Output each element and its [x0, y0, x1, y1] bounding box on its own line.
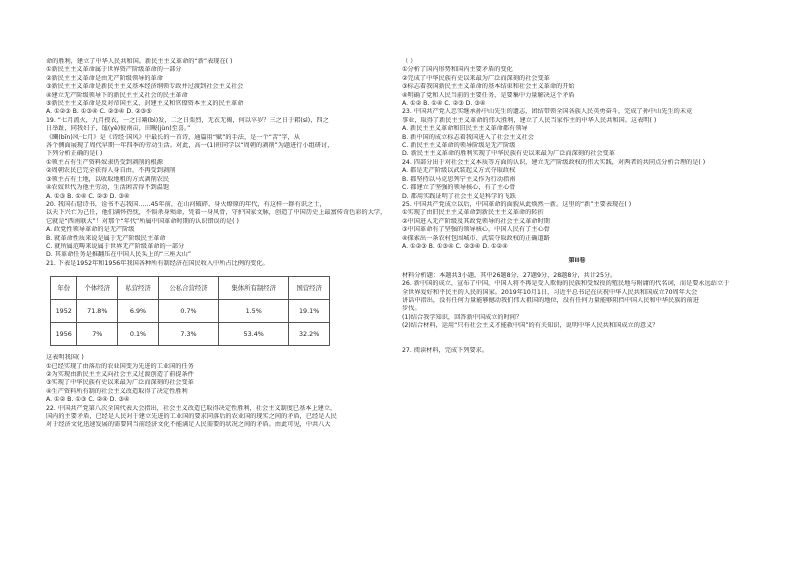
text-line: 《豳(bīn)风·七月》是《诗经·国风》中最长的一首诗，通篇用“赋”的手法，是一个“苦”字，从	[46, 133, 300, 141]
text-line: A. ①③ B. ①④ C. ②③ D. ③④	[46, 192, 130, 200]
table-row	[51, 300, 330, 323]
text-line: B. 都坚持以马克思列宁主义作为行动指南	[402, 175, 516, 183]
text-line: B. 就革命性质来说是属于无产阶级民主革命	[46, 234, 166, 242]
text-line: ①实现了由旧民主主义革命到新民主主义革命的转折	[402, 209, 544, 217]
text-line: (2)结合材料，运用“只有社会主义才能救中国”的有关知识，说明中华人民共和国成立的意义？	[402, 322, 659, 330]
text-line: 全世界爱好和平民主的人民的国家。2019年10月1日，习近平总书记在庆祝中华人民共和国成立70周年大会	[402, 288, 698, 296]
table-header-cell: 集体所有制经济	[219, 277, 289, 300]
text-line: A. ①② B. ①③ C. ②④ D. ③④	[46, 396, 130, 404]
left-column	[46, 58, 398, 430]
text-line: ③标志着我国新民主主义革命的基本结束和社会主义革命的开始	[402, 83, 575, 91]
text-line: 对于经济文化迅速发展的需要同当前经济文化不能满足人民需要的状况之间的矛盾。由此可见，中共八大	[46, 421, 331, 429]
text-line: ②新民主主义革命是由无产阶级领导的革命	[46, 74, 163, 82]
right-top-text	[402, 58, 752, 251]
text-line: ④农奴世代为他主劳动，生活困苦得不到温饱	[46, 184, 170, 192]
table-cell: 71.8%	[77, 300, 118, 323]
left-top-text	[46, 58, 398, 268]
table-cell: 6.9%	[118, 300, 159, 323]
text-line: 讲话中指出，没有任何力量能够撼动我们伟大祖国的地位，没有任何力量能够阻挡中国人民和中华民族的前进	[402, 296, 699, 304]
text-line: 19. “七月流火，九月授衣，一之日觱(bì)发，二之日栗烈，无衣无褐，何以卒岁？三之日于耜(sì)，四之	[46, 116, 329, 124]
text-line: ①新民主主义革命属于世界资产阶级革命的一部分	[46, 66, 182, 74]
text-line: B. 新中国的成立标志着我国进入了社会主义社会	[402, 133, 534, 141]
text-line: A. 新民主主义革命和旧民主主义革命都有领导	[402, 125, 528, 133]
text-line: ④明确了党和人民当前的主要任务，是要集中力量解决这个矛盾	[402, 91, 575, 99]
text-line: 26. 新中国的成立，宣布了中国，中国人将不再是受人欺侮的民族和受奴役的殖民地与附庸的代名词，而是要永远站立于	[402, 280, 730, 288]
table-cell: 19.1%	[289, 300, 330, 323]
text-line: 这表明我国( )	[46, 354, 84, 362]
text-line: 各个侧面展现了周代早期一年四季的劳动生活。对此，高一(1)班同学以“周朝的剥削”为题进行小组研讨，	[46, 142, 334, 150]
text-line: ③领主占有土地，以收取地租的方式剥削农民	[46, 175, 170, 183]
right-mid-text	[402, 272, 752, 331]
text-line: ①领主占有生产资料奴隶仍受到剥削的根源	[46, 158, 163, 166]
text-line: ④建立无产阶级领导下的新民主主义社会的民主革命	[46, 91, 188, 99]
table-header-row	[51, 277, 330, 300]
text-line: A. ①② B. ①④ C. ②③ D. ③④	[402, 100, 486, 108]
text-line: ①分析了国内形势和国内主要矛盾的变化	[402, 66, 513, 74]
text-line: 步伐。	[402, 305, 421, 313]
text-line: 国内的主要矛盾，已经是人民对于建立先进的工业国的要求同落后的农业国的现实之间的矛盾，已经是人民	[46, 413, 337, 420]
table-header-cell: 国营经济	[289, 277, 330, 300]
section-title: 第II卷	[568, 257, 586, 265]
text-line: D. 新民主主义革命的胜利实现了中华民族有史以来最为广泛而深刻的社会变革	[402, 150, 615, 158]
text-line: D. 其革命任务是推翻压在中国人民头上的“三座大山”	[46, 251, 192, 259]
table-header-cell: 私营经济	[118, 277, 159, 300]
text-line: 25. 中国共产党成立以后，中国革命的面貌从此焕然一新。这里的“新”主要表现在( )	[402, 200, 632, 208]
text-line: 材料分析题：本题共3小题，其中26题8分，27题9分，28题8分，共计25分。	[402, 271, 617, 279]
left-bottom-text	[46, 354, 398, 430]
text-line: (1)结合我学知识，回答新中国成立的时间？	[402, 313, 523, 321]
table-cell: 0.7%	[158, 300, 218, 323]
text-line: ③新民主主义革命是新民主主义基本经济纲领专政并过渡到社会主义社会	[46, 83, 244, 91]
text-line: A. ①②③ B. ①③④ C. ②③④ D. ①②④	[402, 242, 508, 250]
table-header-cell: 个体经济	[77, 277, 118, 300]
table-header-cell: 公私合营经济	[158, 277, 218, 300]
text-line: D. 都用实践证明了社会主义是科学的飞跃	[402, 192, 516, 200]
text-line: ⑤新民主主义革命是反对帝国主义、封建主义和官僚资本主义的民主革命	[46, 100, 244, 108]
text-line: 24. 四部分出于对社会主义本质等方面的认识，建立无产阶级政权的伟大实践，对两者的共同点分析合理的是( )	[402, 158, 706, 166]
text-line: 20. 我国石窟诗书，诠书不志我国……45年前，在山河破碎、身火燎原的年代，有这样一群有识之士，	[46, 200, 326, 208]
right-column	[402, 58, 752, 355]
text-line: C. 都建立了坚强的领导核心，有了主心骨	[402, 184, 516, 192]
text-line: 下列分析正确的是( )	[46, 150, 103, 158]
table-cell: 1956	[51, 323, 77, 346]
text-line: ③中国革命有了坚强的领导核心，中国人民有了主心骨	[402, 226, 550, 234]
text-line: 22. 中国共产党第八次全国代表大会指出，社会主义改造已取得决定性胜利，社会主义制度已基本上建立，	[46, 404, 337, 412]
text-line: ④探索出一条农村包围城市、武装夺取政权的正确道路	[402, 234, 550, 242]
text-line: ②周朝农民已完全获得人身自由，不再受到剥削	[46, 167, 176, 175]
text-line: ①已经实现了由落后的农业国变为先进的工业国的任务	[46, 362, 194, 370]
text-line: ④生产资料所有制的社会主义改造取得了决定性胜利	[46, 387, 188, 395]
table-cell: 32.2%	[289, 323, 330, 346]
table-row	[51, 323, 330, 346]
text-line: A. 都是无产阶级以武装起义方式夺取政权	[402, 167, 516, 175]
right-bottom-text	[402, 347, 752, 355]
text-line: 命的胜利，建立了中华人民共和国。新民主主义革命的“新”表现在( )	[46, 58, 233, 65]
text-line: A. ①②③ B. ①③④ C. ②③④ D. ②③⑤	[46, 108, 152, 116]
text-line: 以天下兴亡为己任，他们满怀热忱，不惧杀身殒命，凭着一身风骨，守护国家文脉，创造了中国历史上最富传奇色彩的大学，	[46, 209, 387, 217]
ownership-table	[50, 276, 330, 346]
table-header-cell: 年份	[51, 277, 77, 300]
text-line: ②中国进入无产阶级及其政党领导的社会主义革命时期	[402, 217, 550, 225]
table-cell: 53.4%	[219, 323, 289, 346]
text-line: C. 就所属范畴来说属于世界无产阶级革命的一部分	[46, 242, 185, 250]
text-line: 27. 阅读材料，完成下列要求。	[402, 346, 489, 354]
text-line: ②为实现由新民主主义向社会主义过渡创造了前提条件	[46, 370, 194, 378]
text-line: 它就是“西南联大”！对那个“年代”所属中国革命时期的认识错误的是( )	[46, 217, 239, 225]
table-cell: 7%	[77, 323, 118, 346]
text-line: 事业，取得了新民主主义革命的伟大胜利，建立了人民当家作主的中华人民共和国。这表明( )	[402, 116, 657, 124]
text-line: 23. 中国共产党人忠实继承孙中山先生的遗志，团结带领全国各族人民英勇奋斗，完成了孙中山先生的未竟	[402, 108, 693, 116]
text-line: （ ）	[402, 58, 417, 65]
table-cell: 7.3%	[158, 323, 218, 346]
text-line: C. 新民主主义革命的领导阶级是无产阶级	[402, 142, 516, 150]
table-cell: 0.1%	[118, 323, 159, 346]
text-line: 日举趾，同我妇子，馌(yè)彼南亩，田畯(jùn)至喜。”	[46, 125, 191, 133]
text-line: ③实现了中华民族有史以来最为广泛而深刻的社会变革	[46, 379, 194, 387]
text-line: A. 政党性领导革命的是无产阶级	[46, 226, 135, 234]
table-cell: 1952	[51, 300, 77, 323]
table-cell: 1.5%	[219, 300, 289, 323]
text-line: ②完成了中华民族有史以来最为广泛而深刻的社会变革	[402, 74, 550, 82]
text-line: 21. 下表是1952年和1956年我国各种所有制经济在国民收入中所占比例的变化。	[46, 259, 269, 267]
